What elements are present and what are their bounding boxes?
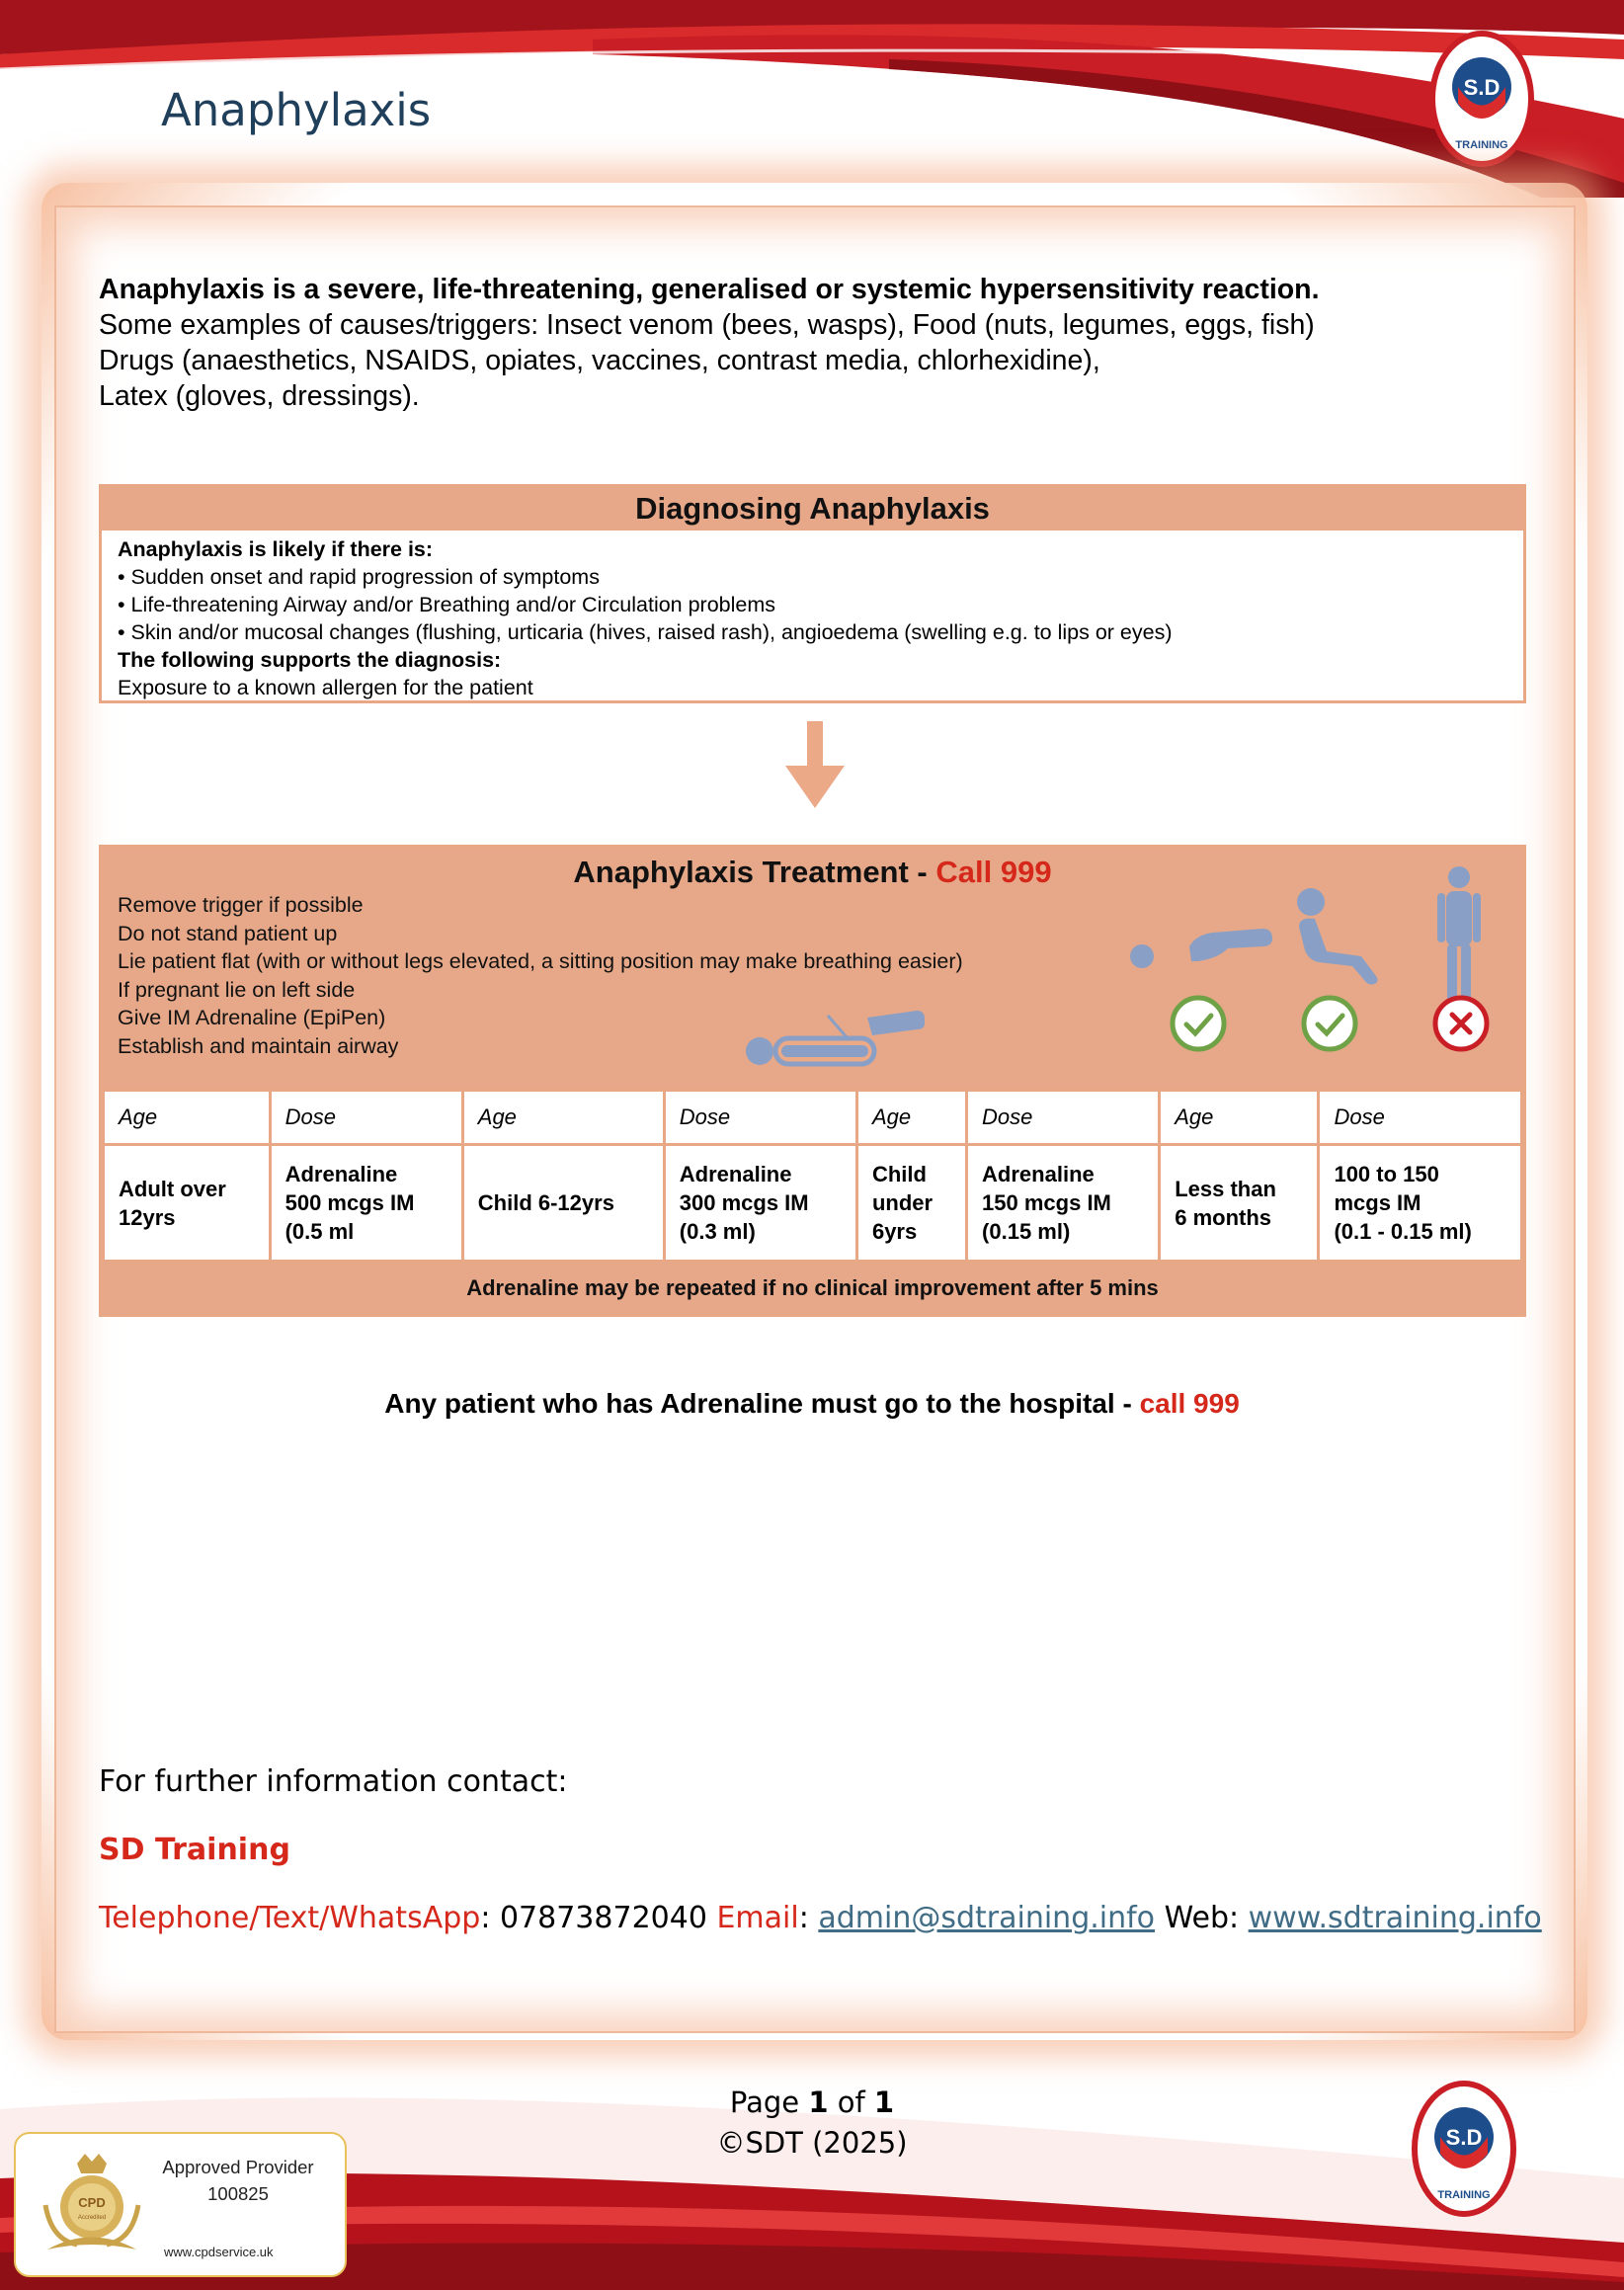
cell-line: 150 mcgs IM	[982, 1190, 1111, 1215]
sd-training-logo	[1411, 2080, 1517, 2218]
intro-line-2: Drugs (anaesthetics, NSAIDS, opiates, vaccines, contrast media, chlorhexidine),	[99, 345, 1100, 376]
logo-sub: TRAINING	[1455, 139, 1508, 151]
cpd-badge	[14, 2132, 347, 2277]
diagnosing-box	[99, 484, 1526, 703]
age-cell-child-6-12	[462, 1145, 664, 1262]
sitting-figure-icon	[1297, 888, 1378, 985]
cell-line: mcgs IM	[1334, 1190, 1421, 1215]
cell-line: 6yrs	[871, 1219, 918, 1244]
age-cell-child-under-6	[856, 1145, 966, 1262]
sd-training-logo	[1428, 30, 1535, 168]
cell-line: Less than	[1175, 1176, 1276, 1201]
web-label: Web:	[1155, 1901, 1249, 1935]
cell-line: 6 months	[1175, 1204, 1272, 1230]
hospital-notice	[0, 1388, 1624, 1420]
logo-text: S.D	[1445, 2125, 1483, 2150]
diagnosing-bullet: • Life-threatening Airway and/or Breathing and/or Circulation problems	[118, 593, 776, 616]
age-header: Age	[462, 1091, 664, 1145]
cell-line: (0.1 - 0.15 ml)	[1334, 1219, 1472, 1244]
diagnosing-title: Diagnosing Anaphylaxis	[102, 487, 1523, 531]
copyright: ©SDT (2025)	[716, 2126, 908, 2160]
dose-table-value-row	[104, 1145, 1522, 1262]
diagnosing-body	[102, 531, 1523, 706]
cpd-line-2: 100825	[207, 2183, 269, 2204]
dose-cell-infant	[1319, 1145, 1522, 1262]
web-link[interactable]: www.sdtraining.info	[1248, 1901, 1542, 1935]
dose-header: Dose	[1319, 1091, 1522, 1145]
dose-header: Dose	[270, 1091, 462, 1145]
intro-line-3: Latex (gloves, dressings).	[99, 380, 420, 412]
cell-line: 500 mcgs IM	[284, 1190, 415, 1215]
cross-icon	[1435, 998, 1487, 1049]
page-current: 1	[808, 2086, 829, 2119]
age-cell-infant	[1160, 1145, 1319, 1262]
dose-cell-child-under-6	[967, 1145, 1160, 1262]
treatment-step: Establish and maintain airway	[118, 1033, 399, 1058]
intro-line-1: Some examples of causes/triggers: Insect venom (bees, wasps), Food (nuts, legumes, eggs, fish)	[99, 309, 1315, 341]
age-cell-adult	[104, 1145, 271, 1262]
contact-org: SD Training	[99, 1833, 290, 1867]
dose-table	[102, 1089, 1523, 1263]
cell-line: Adult over	[119, 1176, 226, 1201]
supports-text: Exposure to a known allergen for the patient	[118, 676, 533, 699]
dose-cell-adult	[270, 1145, 462, 1262]
contact-heading: For further information contact:	[99, 1764, 568, 1799]
check-icon	[1304, 998, 1355, 1049]
email-sep: :	[798, 1901, 819, 1935]
cell-line: Adrenaline	[284, 1162, 398, 1186]
cell-line: Child 6-12yrs	[477, 1190, 614, 1215]
page-total: 1	[873, 2086, 895, 2119]
treatment-box	[99, 845, 1526, 1317]
cell-line: 100 to 150	[1334, 1162, 1439, 1186]
logo-text: S.D	[1463, 75, 1501, 100]
page-title: Anaphylaxis	[161, 84, 432, 136]
cell-line: Adrenaline	[982, 1162, 1095, 1186]
diagnosing-bullet: • Skin and/or mucosal changes (flushing, urticaria (hives, raised rash), angioedema (swelling e.g. to lips or eyes)	[118, 620, 1173, 644]
cell-line: under	[871, 1190, 934, 1215]
cpd-url: www.cpdservice.uk	[164, 2245, 274, 2259]
treatment-step: Give IM Adrenaline (EpiPen)	[118, 1006, 386, 1029]
cell-line: Child	[871, 1162, 927, 1186]
likely-heading: Anaphylaxis is likely if there is:	[118, 537, 434, 561]
intro-paragraph	[99, 272, 1521, 414]
cpd-emblem-icon	[38, 2146, 146, 2269]
phone-label: Telephone/Text/WhatsApp	[99, 1901, 481, 1935]
cell-line: (0.3 ml)	[679, 1219, 756, 1244]
cell-line: 300 mcgs IM	[679, 1190, 809, 1215]
age-header: Age	[856, 1091, 966, 1145]
page-prefix: Page	[729, 2086, 809, 2119]
page-of: of	[828, 2086, 874, 2119]
cell-line: (0.5 ml	[284, 1219, 355, 1244]
treatment-step: Lie patient flat (with or without legs elevated, a sitting position may make breathing easier)	[118, 949, 963, 973]
logo-sub: TRAINING	[1437, 2189, 1491, 2201]
cpd-line-1: Approved Provider	[162, 2157, 314, 2177]
down-arrow-icon	[780, 721, 850, 810]
treatment-title-text: Anaphylaxis Treatment -	[573, 855, 936, 889]
page-number	[0, 2083, 1624, 2123]
cpd-text	[149, 2154, 327, 2207]
lying-flat-figure-icon	[1130, 929, 1272, 968]
position-figures	[102, 848, 1523, 1085]
standing-figure-icon	[1437, 866, 1481, 1002]
cpd-emblem-sub: Accredited	[77, 2215, 107, 2221]
supports-heading: The following supports the diagnosis:	[118, 648, 502, 672]
treatment-step: Remove trigger if possible	[118, 893, 364, 917]
treatment-step: Do not stand patient up	[118, 921, 338, 945]
dose-cell-child-6-12	[664, 1145, 856, 1262]
left-side-lying-figure-icon	[746, 1011, 925, 1065]
age-header: Age	[1160, 1091, 1319, 1145]
check-icon	[1173, 998, 1224, 1049]
repeat-note: Adrenaline may be repeated if no clinical improvement after 5 mins	[466, 1275, 1159, 1300]
cell-line: Adrenaline	[679, 1162, 792, 1186]
dose-header: Dose	[664, 1091, 856, 1145]
age-header: Age	[104, 1091, 271, 1145]
diagnosing-bullet: • Sudden onset and rapid progression of symptoms	[118, 565, 600, 589]
intro-lead: Anaphylaxis is a severe, life-threatening, generalised or systemic hypersensitivity reaction.	[99, 274, 1320, 305]
dose-header: Dose	[967, 1091, 1160, 1145]
cell-line: 12yrs	[119, 1204, 176, 1230]
hospital-text: Any patient who has Adrenaline must go to the hospital -	[384, 1388, 1140, 1419]
treatment-call: Call 999	[935, 855, 1052, 889]
email-link[interactable]: admin@sdtraining.info	[818, 1901, 1156, 1935]
cell-line: (0.15 ml)	[982, 1219, 1071, 1244]
email-label: Email	[716, 1901, 799, 1935]
dose-table-header-row	[104, 1091, 1522, 1145]
contact-line	[99, 1901, 1542, 1935]
phone-number: : 07873872040	[480, 1901, 717, 1935]
cpd-emblem-text: CPD	[78, 2195, 106, 2210]
hospital-call: call 999	[1139, 1388, 1240, 1419]
treatment-step: If pregnant lie on left side	[118, 977, 356, 1002]
